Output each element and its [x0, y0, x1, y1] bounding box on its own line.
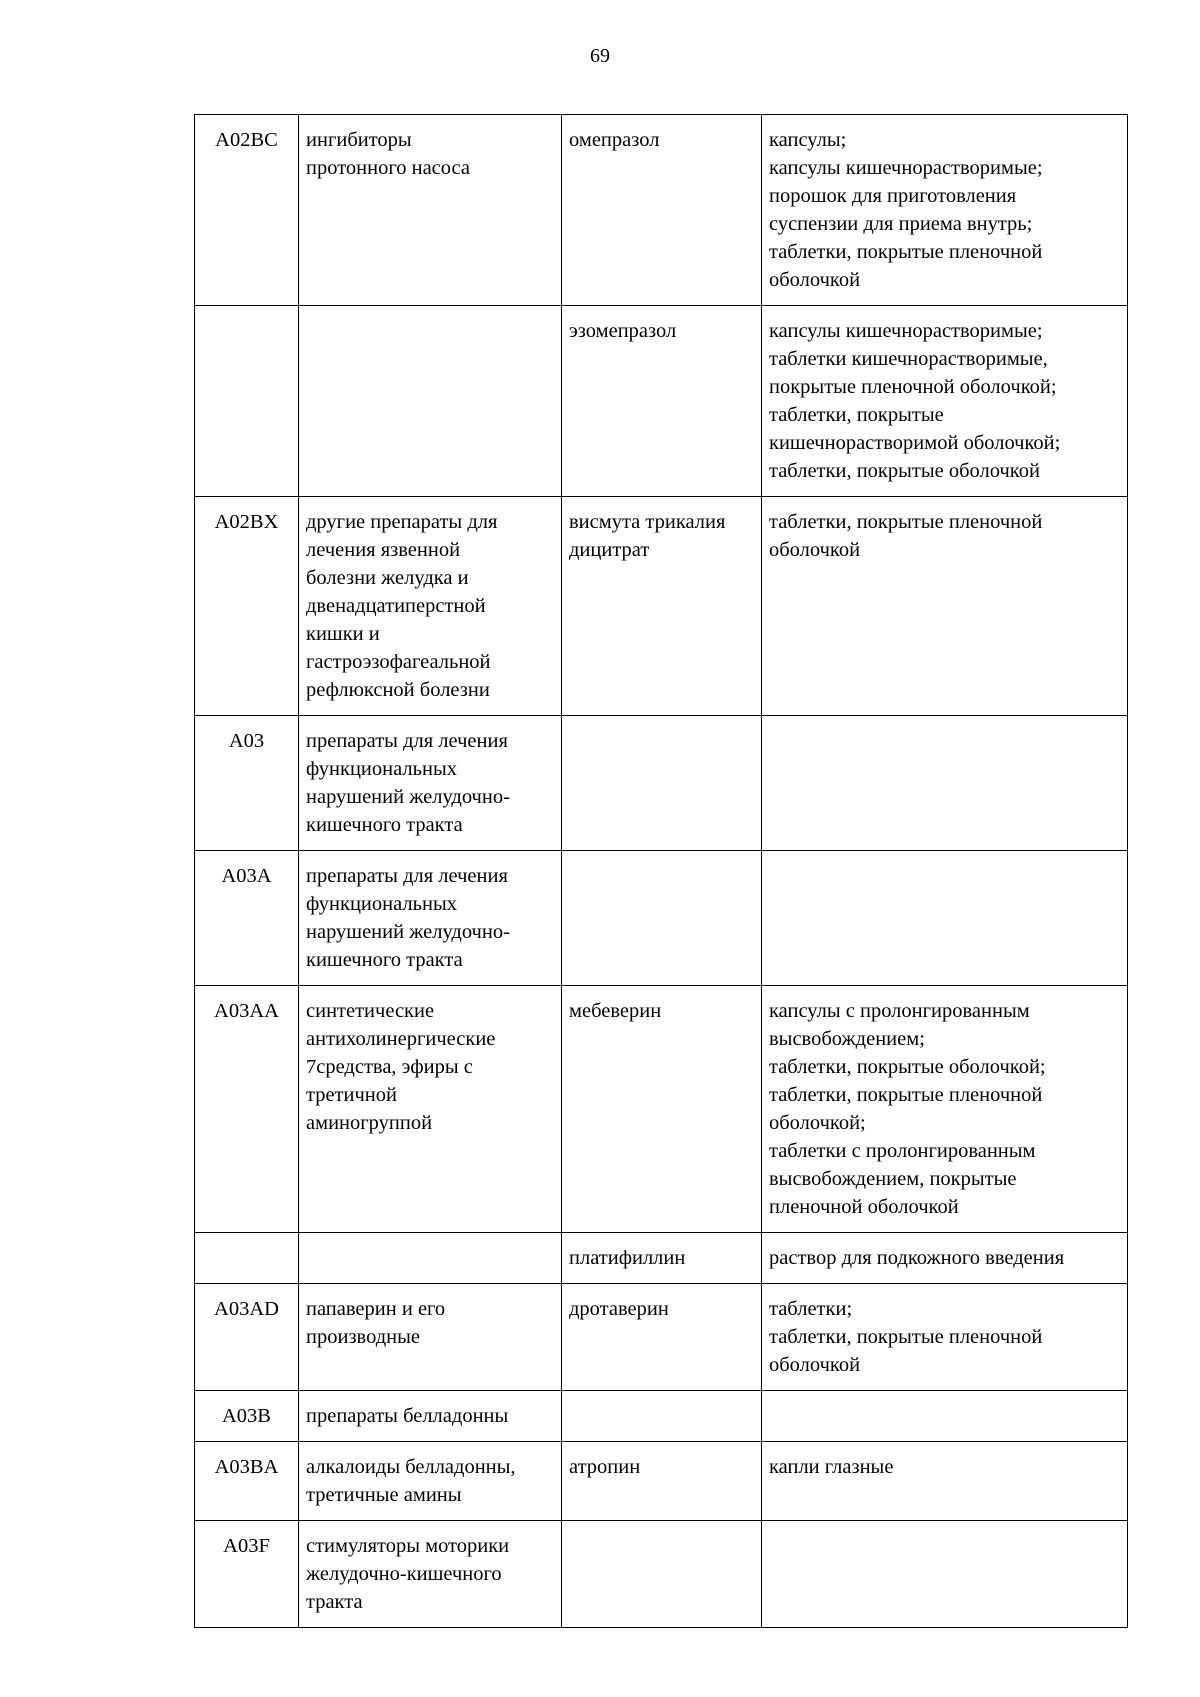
- atc-code-cell: A02BX: [195, 497, 299, 716]
- atc-code-cell: A03AA: [195, 986, 299, 1233]
- dosage-forms-cell: [762, 851, 1128, 986]
- drug-name-cell: дротаверин: [562, 1284, 762, 1391]
- pharmacological-group-cell: [299, 1233, 562, 1284]
- dosage-forms-cell: [762, 1521, 1128, 1628]
- pharmacological-group-cell: [299, 306, 562, 497]
- dosage-forms-cell: капсулы; капсулы кишечнорастворимые; порошок для приготовления суспензии для приема внутрь; таблетки, покрытые пленочной оболочкой: [762, 115, 1128, 306]
- drug-name-cell: атропин: [562, 1442, 762, 1521]
- atc-code-cell: A03F: [195, 1521, 299, 1628]
- drug-name-cell: [562, 716, 762, 851]
- table-row: [195, 497, 1128, 716]
- table-row: [195, 115, 1128, 306]
- dosage-forms-cell: таблетки; таблетки, покрытые пленочной оболочкой: [762, 1284, 1128, 1391]
- table-row: [195, 1284, 1128, 1391]
- dosage-forms-cell: капсулы с пролонгированным высвобождением; таблетки, покрытые оболочкой; таблетки, покрытые пленочной оболочкой; таблетки с пролонгированным высвобождением, покрытые пленочной оболочкой: [762, 986, 1128, 1233]
- atc-code-cell: A02BC: [195, 115, 299, 306]
- pharmacological-group-cell: стимуляторы моторики желудочно-кишечного тракта: [299, 1521, 562, 1628]
- drug-name-cell: омепразол: [562, 115, 762, 306]
- table-row: [195, 306, 1128, 497]
- atc-code-cell: [195, 1233, 299, 1284]
- page-number: 69: [590, 45, 610, 67]
- table-row: [195, 1521, 1128, 1628]
- atc-code-cell: A03BA: [195, 1442, 299, 1521]
- drug-name-cell: платифиллин: [562, 1233, 762, 1284]
- table-row: [195, 1233, 1128, 1284]
- dosage-forms-cell: [762, 1391, 1128, 1442]
- atc-code-cell: A03: [195, 716, 299, 851]
- table-row: [195, 1391, 1128, 1442]
- table-row: [195, 1442, 1128, 1521]
- table-row: [195, 851, 1128, 986]
- drug-table: [194, 114, 1128, 1628]
- dosage-forms-cell: капсулы кишечнорастворимые; таблетки кишечнорастворимые, покрытые пленочной оболочкой; таблетки, покрытые кишечнорастворимой оболочкой; таблетки, покрытые оболочкой: [762, 306, 1128, 497]
- pharmacological-group-cell: ингибиторы протонного насоса: [299, 115, 562, 306]
- drug-name-cell: [562, 1391, 762, 1442]
- atc-code-cell: A03B: [195, 1391, 299, 1442]
- pharmacological-group-cell: алкалоиды белладонны, третичные амины: [299, 1442, 562, 1521]
- drug-name-cell: эзомепразол: [562, 306, 762, 497]
- atc-code-cell: [195, 306, 299, 497]
- dosage-forms-cell: [762, 716, 1128, 851]
- atc-code-cell: A03A: [195, 851, 299, 986]
- drug-name-cell: [562, 1521, 762, 1628]
- dosage-forms-cell: таблетки, покрытые пленочной оболочкой: [762, 497, 1128, 716]
- dosage-forms-cell: капли глазные: [762, 1442, 1128, 1521]
- drug-name-cell: [562, 851, 762, 986]
- pharmacological-group-cell: папаверин и его производные: [299, 1284, 562, 1391]
- dosage-forms-cell: раствор для подкожного введения: [762, 1233, 1128, 1284]
- pharmacological-group-cell: препараты для лечения функциональных нарушений желудочно- кишечного тракта: [299, 716, 562, 851]
- drug-name-cell: висмута трикалия дицитрат: [562, 497, 762, 716]
- pharmacological-group-cell: препараты для лечения функциональных нарушений желудочно- кишечного тракта: [299, 851, 562, 986]
- drug-name-cell: мебеверин: [562, 986, 762, 1233]
- pharmacological-group-cell: препараты белладонны: [299, 1391, 562, 1442]
- pharmacological-group-cell: другие препараты для лечения язвенной болезни желудка и двенадцатиперстной кишки и гастроэзофагеальной рефлюксной болезни: [299, 497, 562, 716]
- table-row: [195, 986, 1128, 1233]
- atc-code-cell: A03AD: [195, 1284, 299, 1391]
- pharmacological-group-cell: синтетические антихолинергические 7средства, эфиры с третичной аминогруппой: [299, 986, 562, 1233]
- table-row: [195, 716, 1128, 851]
